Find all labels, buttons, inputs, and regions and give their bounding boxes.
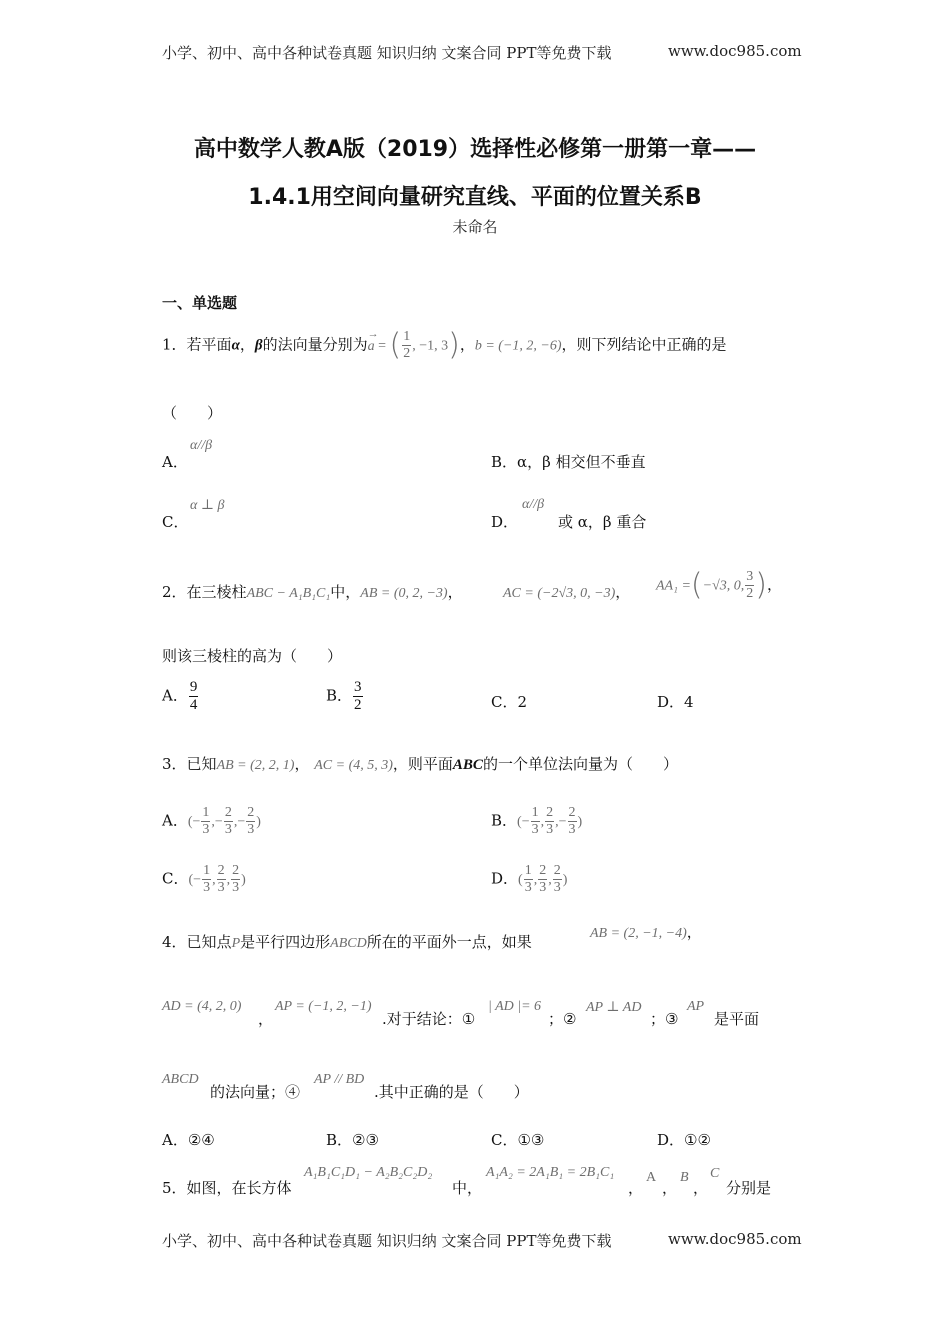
vector-b-expression: b = (−1, 2, −6) bbox=[474, 338, 562, 354]
page-footer-url[interactable]: www.doc985.com bbox=[668, 1230, 802, 1248]
q5-box-expression: A₁B₁C₁D₁ − A₂B₂C₂D₂ bbox=[304, 1165, 433, 1180]
q1-option-d[interactable]: D． bbox=[491, 513, 519, 531]
q5-comma-2: ， bbox=[662, 1179, 678, 1197]
q4-option-a[interactable]: A．②④ bbox=[162, 1131, 215, 1149]
doc-title-line2: 1.4.1用空间向量研究直线、平面的位置关系B bbox=[248, 185, 702, 210]
q5-length-relation: A₁A₂ = 2A₁B₁ = 2B₁C₁ bbox=[486, 1165, 615, 1180]
q2-vector-aa1: AA₁ =(−√3, 0, $\frac{3}{2}$ )， bbox=[656, 567, 783, 603]
q5-comma-1: ， bbox=[628, 1179, 644, 1197]
q4-option-c[interactable]: C．①③ bbox=[491, 1131, 545, 1149]
q4-conclusions-line: .对于结论：① bbox=[382, 1010, 476, 1028]
question-1-stem: 1．若平面α，β的法向量分别为 → a = ( $\frac{1}{2}$ , −1, 3)，b = (−1, 2, −6)，则下列结论中正确的是 bbox=[162, 327, 727, 363]
section-heading: 一、单选题 bbox=[162, 294, 238, 312]
q3-option-c[interactable]: C．(− $\frac{1}{3}$ , $\frac{2}{3}$ , $\frac{2}{3}$ ) bbox=[162, 863, 246, 895]
page-header-text: 小学、初中、高中各种试卷真题 知识归纳 文案合同 PPT等免费下载 bbox=[162, 44, 612, 62]
q1-option-d-text: 或 α，β 重合 bbox=[558, 513, 647, 531]
q4-vector-ad: AD = (4, 2, 0) bbox=[162, 999, 242, 1014]
q3-option-d[interactable]: D．( $\frac{1}{3}$ , $\frac{2}{3}$ , $\frac{2}{3}$ ) bbox=[491, 863, 568, 895]
q4-conclusion-1-math: | AD |= 6 bbox=[488, 999, 542, 1014]
q1-option-b[interactable]: B．α，β 相交但不垂直 bbox=[491, 453, 646, 471]
doc-title-line1: 高中数学人教A版（2019）选择性必修第一册第一章—— bbox=[193, 137, 757, 162]
q4-conclusion-2-math: AP ⊥ AD bbox=[586, 1000, 642, 1015]
vector-ac-expression: AC = (4, 5, 3) bbox=[314, 758, 393, 773]
q2-option-b[interactable]: B． $\frac{3}{2}$ bbox=[326, 679, 362, 713]
question-2-line2: 则该三棱柱的高为（ ） bbox=[162, 647, 343, 665]
q4-vector-ab: AB = (2, −1, −4)， bbox=[590, 923, 702, 941]
q4-option-b[interactable]: B．②③ bbox=[326, 1131, 379, 1149]
q2-option-c[interactable]: C．2 bbox=[491, 693, 528, 711]
q4-comma: ， bbox=[258, 1010, 274, 1028]
fraction-three-halves: $\frac{3}{2}$ bbox=[746, 569, 754, 601]
q4-plane-abcd: ABCD bbox=[162, 1072, 199, 1087]
page-footer-text: 小学、初中、高中各种试卷真题 知识归纳 文案合同 PPT等免费下载 bbox=[162, 1232, 612, 1250]
q3-option-a[interactable]: A．(− $\frac{1}{3}$ ,− $\frac{2}{3}$ ,− $\frac{2}{3}$ ) bbox=[162, 805, 261, 837]
q2-option-d[interactable]: D．4 bbox=[657, 693, 694, 711]
fraction-one-half: $\frac{1}{2}$ bbox=[403, 329, 411, 361]
q4-conclusion-2-label: ；② bbox=[548, 1010, 577, 1028]
q2-vector-ac: AC = (−2√3, 0, −3)， bbox=[503, 583, 631, 601]
doc-author: 未命名 bbox=[452, 218, 498, 236]
q4-vector-ap: AP = (−1, 2, −1) bbox=[275, 999, 372, 1014]
vector-ab-expression: AB = (0, 2, −3) bbox=[360, 586, 448, 601]
q4-line3-text: 的法向量；④ bbox=[210, 1083, 301, 1101]
q1-option-a-math: α//β bbox=[190, 438, 213, 453]
q4-conclusion-3-label: ；③ bbox=[650, 1010, 679, 1028]
q4-conclusion-3-math: AP bbox=[687, 999, 705, 1014]
q2-option-a[interactable]: A． $\frac{9}{4}$ bbox=[162, 679, 198, 713]
q5-point-c: C bbox=[710, 1166, 720, 1181]
q4-line3-end: .其中正确的是（ ） bbox=[374, 1083, 529, 1101]
question-1-paren: （ ） bbox=[162, 404, 223, 422]
q5-point-a: A bbox=[646, 1170, 657, 1185]
q1-option-d-math: α//β bbox=[522, 497, 545, 512]
q5-comma-3: ， bbox=[693, 1179, 709, 1197]
q4-conclusion-4-math: AP // BD bbox=[314, 1072, 365, 1087]
q3-option-b[interactable]: B．(− $\frac{1}{3}$ , $\frac{2}{3}$ ,− $\frac{2}{3}$ ) bbox=[491, 805, 583, 837]
q1-option-a[interactable]: A． bbox=[162, 453, 188, 471]
q1-option-c[interactable]: C． bbox=[162, 513, 189, 531]
question-4-stem: 4．已知点P是平行四边形ABCD所在的平面外一点，如果 bbox=[162, 933, 532, 951]
q5-mid: 中， bbox=[452, 1179, 483, 1197]
question-2-stem: 2．在三棱柱ABC − A₁B₁C₁中，AB = (0, 2, −3)， bbox=[162, 583, 463, 601]
vector-a-expression: → a bbox=[367, 327, 379, 354]
page-header-url[interactable]: www.doc985.com bbox=[668, 42, 802, 60]
prism-expression: ABC − A₁B₁C₁ bbox=[246, 586, 331, 601]
q4-conclusion-3-text: 是平面 bbox=[714, 1010, 760, 1028]
q5-post: 分别是 bbox=[726, 1179, 772, 1197]
question-3-stem: 3．已知AB = (2, 2, 1)， AC = (4, 5, 3)，则平面ABC的一个单位法向量为（ ） bbox=[162, 755, 678, 773]
vector-ab-expression: AB = (2, 2, 1) bbox=[216, 758, 295, 773]
q5-point-b: B bbox=[680, 1170, 689, 1185]
question-5-stem: 5．如图，在长方体 bbox=[162, 1179, 292, 1197]
q4-option-d[interactable]: D．①② bbox=[657, 1131, 711, 1149]
q1-option-c-math: α ⊥ β bbox=[190, 498, 225, 513]
